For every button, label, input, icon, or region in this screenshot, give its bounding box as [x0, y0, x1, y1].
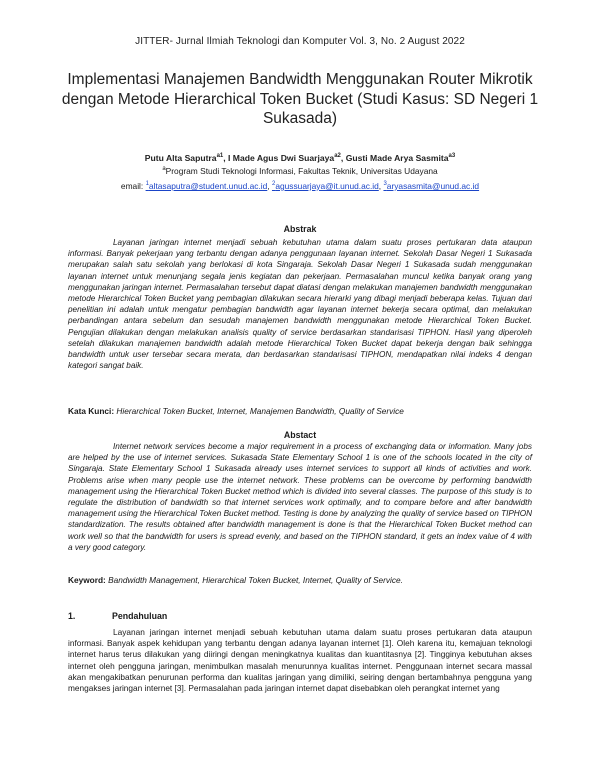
- email-link[interactable]: [272, 181, 379, 191]
- email-superscript: 1: [145, 181, 149, 188]
- email-address: altasaputra@student.unud.ac.id: [148, 181, 268, 191]
- affiliation: [0, 166, 600, 176]
- abstrak-text: Layanan jaringan internet menjadi sebuah kebutuhan utama dalam suatu proses pertukaran data ataupun informasi. Banyak pekerjaan yang terbantu dengan adanya penggunaan layanan internet. Sekolah Dasar Negeri 1 Sukasada merupakan salah satu sekolah yang berlokasi di kota Singaraja. Sekolah Dasar Negeri 1 Sukasada sudah menggunakan layanan internet untuk menunjang segala jenis kegiatan dan pekerjaan. Permasalahan muncul ketika banyak orang yang menggunakan jaringan internet. Permasalahan tersebut dapat diatasi dengan melakukan manajemen bandwidth menggunakan metode Hierarchical Token Bucket yang pembagian dilakukan secara hierarki yang dibagi menjadi beberapa kelas. Tujuan dari penelitian ini adalah untuk mengatur pembagian bandwidth agar layanan internet bekerja secara optimal, dan melakukan perbandingan antara sebelum dan sesudah manajemen bandwidth menggunakan metode Hierarchical Token Bucket. Pengujian dilakukan dengan melakukan analisis quality of service berdasarkan standarisasi TIPHON. Hasil yang diperoleh setelah dilakukan manajemen bandwidth adalah metode Hierarchical Token Bucket dapat bekerja dengan baik sehingga bandwidth untuk user tersebar secara merata, dan berdasarkan standarisasi TIPHON, mendapatkan nilai indeks 4 dengan kategori sangat baik.: [68, 238, 532, 371]
- author-name: I Made Agus Dwi Suarjaya: [228, 153, 335, 163]
- email-address: agussuarjaya@it.unud.ac.id: [275, 181, 379, 191]
- kata-kunci-label: Kata Kunci:: [68, 406, 115, 416]
- paper-title: Implementasi Manajemen Bandwidth Menggunakan Router Mikrotik dengan Metode Hierarchical Token Bucket (Studi Kasus: SD Negeri 1 Sukasada): [61, 71, 539, 127]
- affiliation-superscript: a: [162, 166, 166, 173]
- email-label: email:: [120, 181, 146, 191]
- keyword-label: Keyword:: [68, 575, 106, 585]
- email-line: [0, 181, 600, 191]
- author-separator: ,: [223, 153, 229, 163]
- email-link[interactable]: [383, 181, 479, 191]
- abstract-heading: Abstact: [283, 430, 317, 440]
- email-superscript: 3: [383, 181, 387, 188]
- keyword: [68, 575, 538, 585]
- author-superscript: a1: [216, 153, 224, 160]
- kata-kunci: [68, 406, 538, 416]
- author-list: [0, 153, 600, 163]
- email-separator: ,: [267, 181, 272, 191]
- author-name: Putu Alta Saputra: [144, 153, 217, 163]
- abstrak-heading: Abstrak: [283, 224, 317, 234]
- keyword-value: Bandwidth Management, Hierarchical Token Bucket, Internet, Quality of Service.: [108, 575, 403, 585]
- section-number: 1.: [68, 611, 76, 621]
- abstract-text: Internet network services become a major requirement in a process of exchanging data or information. Many jobs are helped by the use of internet services. Sukasada State Elementary School 1 is one of the schools located in the city of Singaraja. State Elementary School 1 Sukasada already uses internet services to support all kinds of activities and work. Problems arise when many people use the internet network. These problems can be overcome by performing bandwidth management using the Hierarchical Token Bucket method which is divided into several classes. The purpose of this study is to regulate the distribution of bandwidth so that internet services work optimally, and to compare before and after bandwidth management using the Hierarchical Token Bucket method. Testing is done by analyzing the quality of service based on TIPHON standardization. The results obtained after bandwidth management is done is that the Hierarchical Token Bucket method can work well so that the bandwidth for users is spread evenly, and based on the TIPHON standard, it gets an index value of 4 with a very good category.: [68, 442, 532, 552]
- author-name: Gusti Made Arya Sasmita: [345, 153, 449, 163]
- email-superscript: 2: [271, 181, 276, 188]
- email-separator: ,: [378, 181, 384, 191]
- author-separator: ,: [340, 153, 346, 163]
- email-link[interactable]: [146, 181, 268, 191]
- pendahuluan-text: Layanan jaringan internet menjadi sebuah kebutuhan utama dalam suatu proses pertukaran data ataupun informasi. Banyak aspek kehidupan yang terbantu dengan adanya layanan internet [1]. Oleh karena itu, kemajuan teknologi internet harus terus dilakukan yang diiringi dengan meningkatnya kualitas dan kuantitasnya [2]. Tingginya kebutuhan akses internet oleh pengguna jaringan, menimbulkan masalah menurunnya kualitas internet. Penggunaan internet secara massal akan mengakibatkan penurunan performa dan kualitas jaringan yang dimiliki, seiring dengan bertambahnya pengguna yang mengakses jaringan internet [3]. Permasalahan pada jaringan internet dapat disebabkan oleh perangkat internet yang: [68, 627, 532, 694]
- section-heading: Pendahuluan: [112, 611, 168, 621]
- author-superscript: a3: [448, 153, 456, 160]
- author-superscript: a2: [334, 153, 341, 160]
- journal-header: JITTER- Jurnal Ilmiah Teknologi dan Komputer Vol. 3, No. 2 August 2022: [135, 36, 465, 47]
- email-address: aryasasmita@unud.ac.id: [386, 181, 480, 191]
- kata-kunci-value: Hierarchical Token Bucket, Internet, Manajemen Bandwidth, Quality of Service: [116, 406, 404, 416]
- affiliation-text: Program Studi Teknologi Informasi, Fakultas Teknik, Universitas Udayana: [165, 166, 438, 176]
